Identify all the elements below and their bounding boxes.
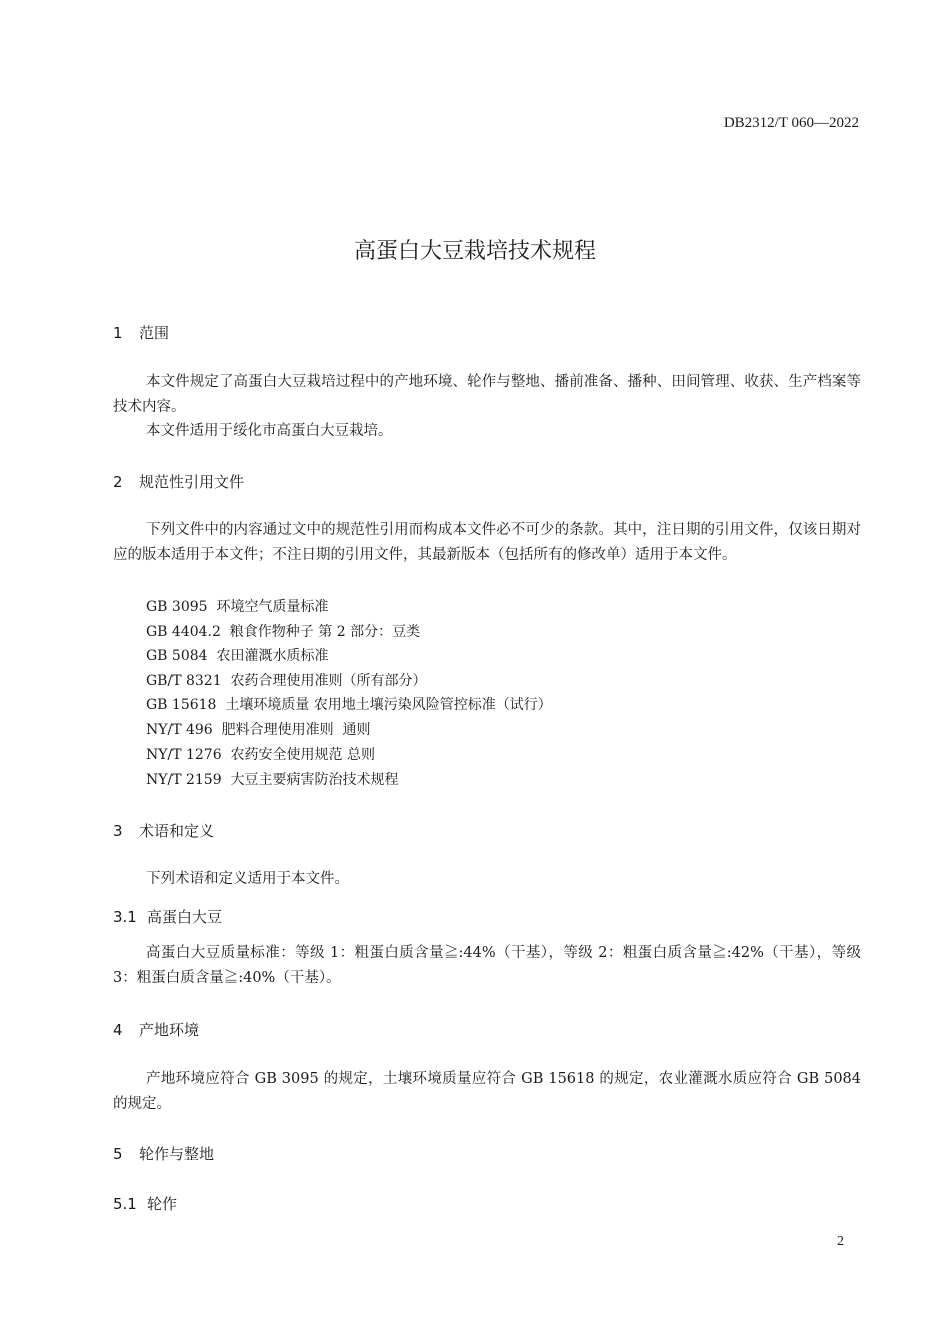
section-title: 轮作 xyxy=(147,1195,178,1213)
reference-item: GB/T 8321 农药合理使用准则（所有部分） xyxy=(146,673,427,689)
section-number: 4 xyxy=(113,1021,123,1039)
section-title: 范围 xyxy=(139,324,170,342)
reference-item: GB 3095 环境空气质量标准 xyxy=(146,599,329,615)
reference-item: GB 15618 土壤环境质量 农用地土壤污染风险管控标准（试行） xyxy=(146,697,552,713)
section-number: 3.1 xyxy=(113,908,137,926)
document-title: 高蛋白大豆栽培技术规程 xyxy=(353,239,596,264)
section-heading-scope xyxy=(113,322,169,343)
section-number: 5.1 xyxy=(113,1195,137,1213)
terms-intro-paragraph: 下列术语和定义适用于本文件。 xyxy=(146,871,349,887)
section-title: 高蛋白大豆 xyxy=(147,908,223,926)
scope-paragraph: 本文件规定了高蛋白大豆栽培过程中的产地环境、轮作与整地、播前准备、播种、田间管理、收获、生产档案等技术内容。 xyxy=(113,374,861,415)
subsection-heading-high-protein-soybean xyxy=(113,906,222,927)
section-title: 规范性引用文件 xyxy=(139,473,245,491)
document-number: DB2312/T 060—2022 xyxy=(723,115,859,131)
references-intro-paragraph: 下列文件中的内容通过文中的规范性引用而构成本文件必不可少的条款。其中，注日期的引用文件，仅该日期对应的版本适用于本文件；不注日期的引用文件，其最新版本（包括所有的修改单）适用于本文件。 xyxy=(113,522,861,563)
section-heading-terms xyxy=(113,820,214,841)
reference-item: GB 4404.2 粮食作物种子 第 2 部分：豆类 xyxy=(146,624,421,640)
reference-item: NY/T 1276 农药安全使用规范 总则 xyxy=(146,747,375,763)
page-number: 2 xyxy=(837,1234,844,1249)
scope-applicability-paragraph: 本文件适用于绥化市高蛋白大豆栽培。 xyxy=(146,423,393,439)
section-title: 产地环境 xyxy=(139,1021,200,1039)
section-heading-environment xyxy=(113,1019,199,1040)
section-number: 5 xyxy=(113,1145,123,1163)
section-number: 1 xyxy=(113,324,123,342)
section-heading-normative-references xyxy=(113,471,244,492)
section-number: 3 xyxy=(113,822,123,840)
section-number: 2 xyxy=(113,473,123,491)
section-title: 术语和定义 xyxy=(139,822,215,840)
reference-item: NY/T 496 肥料合理使用准则 通则 xyxy=(146,722,371,738)
quality-standard-paragraph: 高蛋白大豆质量标准：等级 1：粗蛋白质含量≧:44%（干基），等级 2：粗蛋白质含量≧:42%（干基），等级 3：粗蛋白质含量≧:40%（干基）。 xyxy=(113,945,861,986)
reference-item: GB 5084 农田灌溉水质标准 xyxy=(146,648,329,664)
environment-paragraph: 产地环境应符合 GB 3095 的规定，土壤环境质量应符合 GB 15618 的规定，农业灌溉水质应符合 GB 5084 的规定。 xyxy=(113,1071,861,1112)
section-title: 轮作与整地 xyxy=(139,1145,215,1163)
section-heading-rotation-tillage xyxy=(113,1143,214,1164)
reference-item: NY/T 2159 大豆主要病害防治技术规程 xyxy=(146,772,399,788)
subsection-heading-rotation xyxy=(113,1193,177,1214)
